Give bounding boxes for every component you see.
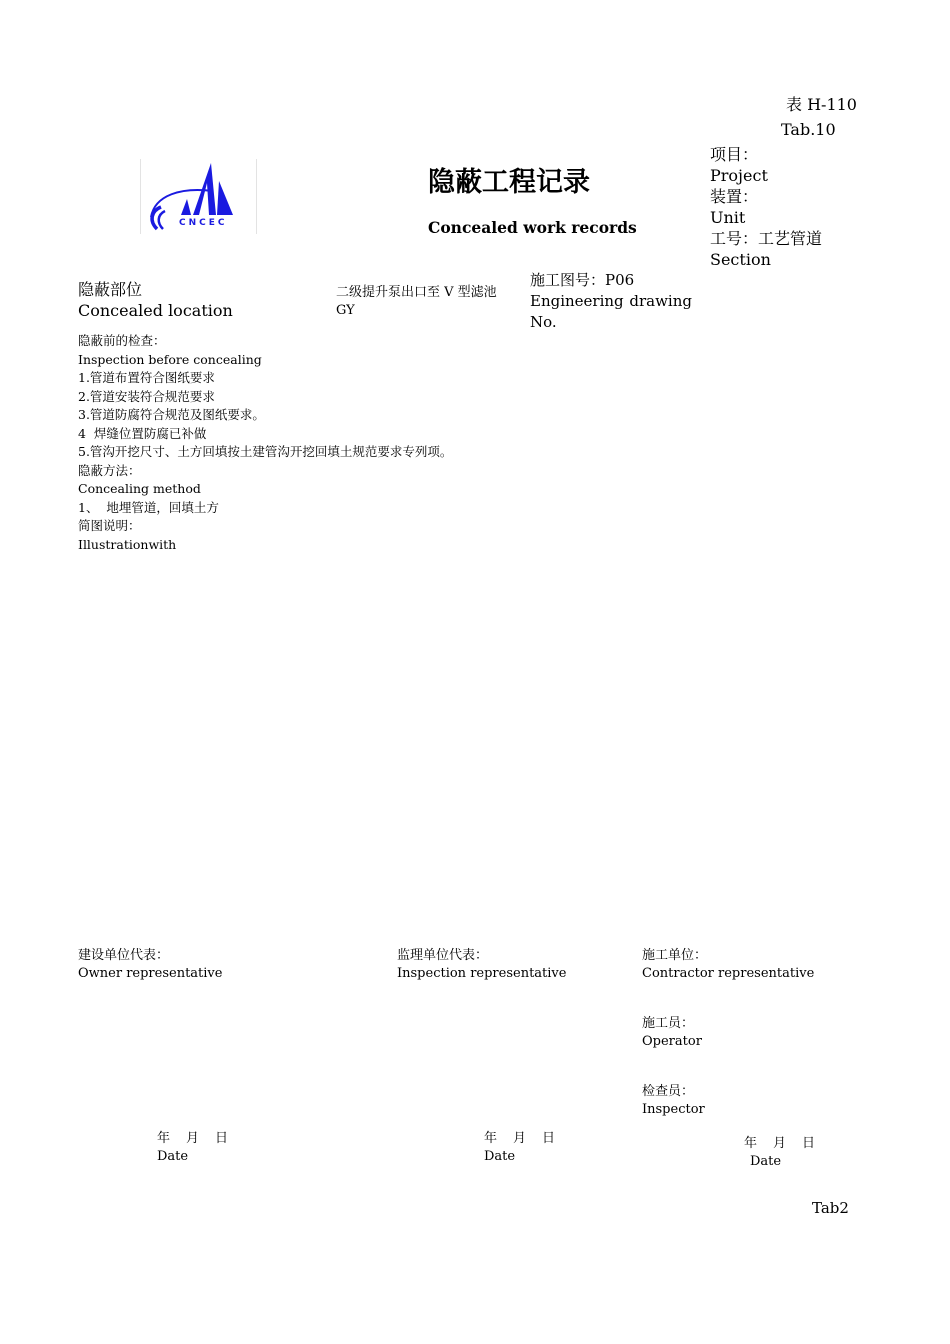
location-value-line2: GY [336,303,355,318]
drawing-label-cn: 施工图号：P06 [530,271,635,289]
method-heading-en: Concealing method [78,481,201,496]
cncec-logo [140,159,257,234]
date-year: 年 [157,1131,171,1146]
operator-label-en: Operator [642,1034,702,1049]
owner-date [157,1130,244,1166]
location-value-line1: 二级提升泵出口至 V 型滤池 [336,285,497,300]
date-year: 年 [484,1131,498,1146]
engineering-drawing [530,270,692,333]
inspection-item: 4 焊缝位置防腐已补做 [78,425,207,441]
form-number-cn: 表 H-110 [786,95,857,114]
location-value [336,284,497,320]
date-day: 日 [802,1136,816,1151]
inspection-date [484,1130,571,1166]
inspection-rep-label-cn: 监理单位代表： [397,948,489,963]
inspection-item: 3.管道防腐符合规范及图纸要求。 [78,407,265,422]
logo-graphic [141,159,256,234]
page-title-en: Concealed work records [428,218,637,237]
date-day: 日 [542,1131,556,1146]
inspection-heading-en: Inspection before concealing [78,351,262,367]
inspection-content [78,332,452,554]
logo-text: CNCEC [179,218,228,228]
section-label-en: Section [710,250,771,269]
date-month: 月 [773,1136,787,1151]
method-item: 1、 地埋管道，回填土方 [78,499,219,515]
date-day: 日 [215,1131,229,1146]
illustration-heading-en: Illustrationwith [78,536,177,552]
drawing-label-en-word1: Engineering [530,292,624,310]
method-heading-cn: 隐蔽方法： [78,462,141,478]
drawing-label-en-word2: drawing [629,292,692,310]
inspector-signature [642,1083,705,1119]
project-label-en: Project [710,166,768,185]
inspector-label-cn: 检查员： [642,1084,695,1099]
location-label-cn: 隐蔽部位 [78,280,143,299]
project-label-cn: 项目： [710,145,759,164]
owner-signature [78,947,222,983]
inspection-item: 1.管道布置符合图纸要求 [78,370,215,385]
form-number-en: Tab.10 [781,120,836,139]
operator-signature [642,1015,702,1051]
section-label-cn: 工号：工艺管道 [710,229,823,248]
inspection-rep-label-en: Inspection representative [397,966,567,981]
inspection-item: 5.管沟开挖尺寸、土方回填按土建管沟开挖回填土规范要求专列项。 [78,444,453,459]
inspection-signature [397,947,566,983]
date-year: 年 [744,1136,758,1151]
unit-label-en: Unit [710,208,746,227]
illustration-heading-cn: 简图说明： [78,518,141,533]
inspector-label-en: Inspector [642,1102,705,1117]
project-info [710,144,822,270]
concealed-location [78,279,233,321]
drawing-label-en-line1 [530,291,692,312]
footer-tab: Tab2 [812,1199,849,1217]
page-title-cn: 隐蔽工程记录 [428,167,590,198]
date-label-en: Date [484,1149,516,1164]
inspection-heading-cn: 隐蔽前的检查： [78,333,166,348]
owner-label-en: Owner representative [78,966,223,981]
date-month: 月 [513,1131,527,1146]
contractor-label-en: Contractor representative [642,966,815,981]
owner-label-cn: 建设单位代表： [78,948,170,963]
date-label-en: Date [157,1149,189,1164]
location-label-en: Concealed location [78,301,233,320]
contractor-label-cn: 施工单位： [642,948,708,963]
inspection-item: 2.管道安装符合规范要求 [78,388,215,404]
contractor-signature [642,947,814,983]
date-label-en: Date [750,1154,782,1169]
operator-label-cn: 施工员： [642,1016,695,1031]
date-month: 月 [186,1131,200,1146]
unit-label-cn: 装置： [710,187,759,206]
drawing-label-en-line2: No. [530,313,557,331]
contractor-date [744,1135,831,1171]
